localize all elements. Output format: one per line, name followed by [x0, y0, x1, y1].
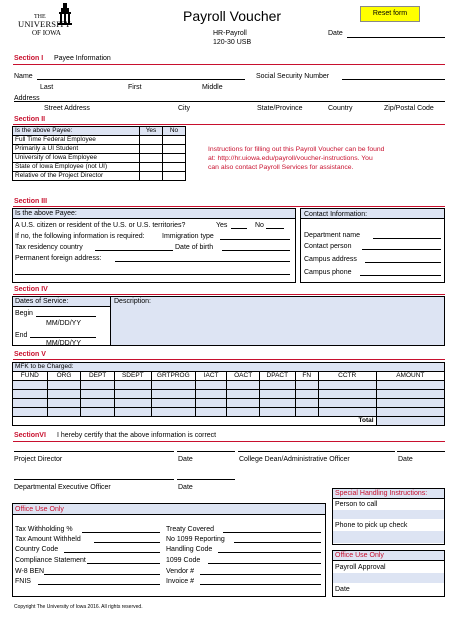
instructions-line-2[interactable]: at: http://hr.uiowa.edu/payroll/voucher-instructions. You [208, 155, 373, 162]
mfk-row[interactable] [13, 399, 445, 408]
total-amount[interactable] [376, 417, 444, 426]
office-left-label: FNIS [15, 578, 31, 585]
dept-exec-label: Departmental Executive Officer [14, 484, 111, 491]
office-left-label: W-8 BEN [15, 568, 45, 575]
country-code-field[interactable] [64, 552, 160, 553]
office2-header: Office Use Only [335, 552, 384, 559]
citizen-question: A U.S. citizen or resident of the U.S. or U.S. territories? [15, 222, 186, 229]
office-header: Office Use Only [15, 506, 64, 513]
campus-address-label: Campus address [304, 256, 357, 263]
campus-phone-field[interactable] [360, 275, 441, 276]
end-format: MM/DD/YY [46, 340, 81, 347]
page-title: Payroll Voucher [183, 8, 282, 24]
col-oact: OACT [227, 372, 260, 381]
section-rule [13, 359, 445, 360]
col-grtprog: GRTPROG [151, 372, 195, 381]
instructions-line-1: Instructions for filling out this Payroll Voucher can be found [208, 146, 385, 153]
office-left-label: Tax Withholding % [15, 526, 73, 533]
project-director-signature[interactable] [14, 451, 174, 452]
citizen-yes-field[interactable] [231, 228, 247, 229]
immigration-label: Immigration type [162, 233, 214, 240]
mfk-table [12, 362, 445, 426]
no-cell[interactable] [163, 163, 186, 172]
handling-code-field[interactable] [218, 552, 321, 553]
dept-exec-signature[interactable] [14, 479, 174, 480]
no1099-field[interactable] [234, 542, 321, 543]
office-right-label: Treaty Covered [166, 526, 214, 533]
no-cell[interactable] [163, 136, 186, 145]
payee-status-table [12, 126, 186, 181]
person-to-call-field[interactable] [333, 510, 444, 519]
citizen-no-label: No [255, 222, 264, 229]
ssn-label: Social Security Number [256, 73, 330, 80]
section-rule [13, 206, 445, 207]
status-row-label: Relative of the Project Director [13, 172, 140, 181]
citizen-no-field[interactable] [266, 228, 284, 229]
section-rule [13, 294, 445, 295]
addr-sub-country: Country [328, 105, 353, 112]
yes-cell[interactable] [140, 154, 163, 163]
begin-field[interactable] [36, 316, 96, 317]
contact-person-label: Contact person [304, 243, 352, 250]
mfk-row[interactable] [13, 381, 445, 390]
office-right-label: Invoice # [166, 578, 195, 585]
certify-text: I hereby certify that the above information is correct [57, 432, 217, 439]
name-sub-last: Last [40, 84, 54, 91]
addr-sub-city: City [178, 105, 191, 112]
dept-name-field[interactable] [373, 238, 441, 239]
section4-heading: Section IV [14, 286, 48, 293]
campus-address-field[interactable] [365, 262, 441, 263]
yes-cell[interactable] [140, 136, 163, 145]
col-fund: FUND [13, 372, 48, 381]
payroll-approval-field[interactable] [333, 573, 444, 583]
compliance-field[interactable] [87, 563, 160, 564]
no-cell[interactable] [163, 145, 186, 154]
tax-amount-field[interactable] [94, 542, 160, 543]
yes-cell[interactable] [140, 172, 163, 181]
addr-sub-street: Street Address [44, 105, 90, 112]
phone-pickup-field[interactable] [333, 531, 444, 543]
col-amount: AMOUNT [376, 372, 444, 381]
section-rule [13, 124, 445, 125]
reset-button[interactable]: Reset form [360, 6, 420, 22]
foreign-address-field-2[interactable] [15, 274, 290, 275]
col-iact: IACT [195, 372, 227, 381]
status-row-label: Primarily a UI Student [13, 145, 140, 154]
logo-line3: OF IOWA [32, 29, 61, 37]
code1099-field[interactable] [208, 563, 321, 564]
citizen-yes-label: Yes [216, 222, 228, 229]
person-to-call-label: Person to call [335, 501, 378, 508]
office-left-label: Compliance Statement [15, 557, 86, 564]
dean-signature[interactable] [238, 451, 395, 452]
required-note: If no, the following information is required: [15, 233, 145, 240]
foreign-address-label: Permanent foreign address: [15, 255, 102, 262]
hr-line-2: 120-30 USB [213, 39, 252, 46]
col-fn: FN [295, 372, 318, 381]
fnis-field[interactable] [38, 584, 160, 585]
logo-line2: UNIVERSITY [18, 19, 71, 29]
ssn-field[interactable] [342, 79, 445, 80]
w8ben-field[interactable] [44, 574, 160, 575]
col-dept: DEPT [81, 372, 115, 381]
col-org: ORG [47, 372, 81, 381]
end-field[interactable] [30, 337, 96, 338]
address-label: Address [14, 95, 40, 102]
description-field[interactable] [111, 297, 444, 345]
office2-date-label: Date [335, 586, 350, 593]
contact-header: Contact Information: [304, 211, 368, 218]
invoice-field[interactable] [200, 584, 321, 585]
university-logo [14, 3, 84, 37]
section-rule [13, 64, 445, 65]
total-label: Total [13, 417, 377, 426]
section2-heading: Section II [14, 116, 46, 123]
status-row-label: State of Iowa Employee (not UI) [13, 163, 140, 172]
hr-line-1: HR-Payroll [213, 30, 247, 37]
begin-format: MM/DD/YY [46, 320, 81, 327]
vendor-field[interactable] [200, 574, 321, 575]
name-label: Name [14, 73, 33, 80]
col-sdept: SDEPT [114, 372, 151, 381]
immigration-field[interactable] [220, 239, 290, 240]
office-left-label: Country Code [15, 546, 59, 553]
begin-label: Begin [15, 310, 33, 317]
yes-header: Yes [140, 127, 163, 136]
office-right-label: 1099 Code [166, 557, 201, 564]
dates-label: Dates of Service: [15, 298, 69, 305]
pd-date-label: Date [178, 456, 193, 463]
office-right-label: No 1099 Reporting [166, 536, 225, 543]
name-sub-middle: Middle [202, 84, 223, 91]
dob-field[interactable] [222, 250, 290, 251]
tax-withholding-field[interactable] [82, 532, 160, 533]
col-cctr: CCTR [318, 372, 376, 381]
status-row-label: Full Time Federal Employee [13, 136, 140, 145]
col-dpact: DPACT [259, 372, 295, 381]
addr-sub-state: State/Province [257, 105, 303, 112]
no-cell[interactable] [163, 154, 186, 163]
foreign-address-field[interactable] [115, 261, 290, 262]
mfk-header: MFK to be Charged: [13, 363, 445, 372]
status-row-label: University of Iowa Employee [13, 154, 140, 163]
addr-sub-zip: Zip/Postal Code [384, 105, 434, 112]
description-label: Description: [114, 298, 151, 305]
yes-cell[interactable] [140, 145, 163, 154]
dept-name-label: Department name [304, 232, 361, 239]
project-director-label: Project Director [14, 456, 63, 463]
section5-heading: Section V [14, 351, 46, 358]
section3-heading: Section III [14, 198, 48, 205]
special-header: Special Handling Instructions: [335, 490, 428, 497]
dean-label: College Dean/Administrative Officer [239, 456, 350, 463]
campus-phone-label: Campus phone [304, 269, 352, 276]
treaty-field[interactable] [223, 532, 321, 533]
tax-country-label: Tax residency country [15, 244, 83, 251]
mfk-row[interactable] [13, 390, 445, 399]
section6-heading: SectionVI [14, 432, 46, 439]
status-header: Is the above Payee: [13, 127, 140, 136]
instructions-line-3: can also contact Payroll Services for assistance. [208, 164, 354, 171]
dept-exec-date-label: Date [178, 484, 193, 491]
name-field[interactable] [37, 79, 245, 80]
yes-cell[interactable] [140, 163, 163, 172]
mfk-row[interactable] [13, 408, 445, 417]
section1-heading: Section I [14, 55, 44, 62]
dob-label: Date of birth [175, 244, 214, 251]
dean-date-label: Date [398, 456, 413, 463]
no-cell[interactable] [163, 172, 186, 181]
phone-pickup-label: Phone to pick up check [335, 522, 408, 529]
payroll-approval-label: Payroll Approval [335, 564, 386, 571]
address-field[interactable] [14, 101, 445, 102]
office-left-label: Tax Amount Withheld [15, 536, 81, 543]
date-field[interactable] [347, 37, 445, 38]
office-right-label: Vendor # [166, 568, 195, 575]
copyright: Copyright The University of Iowa 2016. All rights reserved. [14, 604, 143, 610]
section-rule [13, 441, 445, 442]
pd-date-field[interactable] [177, 451, 235, 452]
citizenship-header: Is the above Payee: [15, 210, 77, 217]
end-label: End [15, 332, 28, 339]
dept-exec-date-field[interactable] [177, 479, 235, 480]
dean-date-field[interactable] [397, 451, 445, 452]
contact-person-field[interactable] [362, 249, 441, 250]
no-header: No [163, 127, 186, 136]
office-right-label: Handling Code [166, 546, 213, 553]
date-label: Date [328, 30, 343, 37]
tax-country-field[interactable] [95, 250, 173, 251]
name-sub-first: First [128, 84, 142, 91]
logo-line1: THE [34, 14, 46, 20]
section1-subheading: Payee Information [54, 55, 111, 62]
